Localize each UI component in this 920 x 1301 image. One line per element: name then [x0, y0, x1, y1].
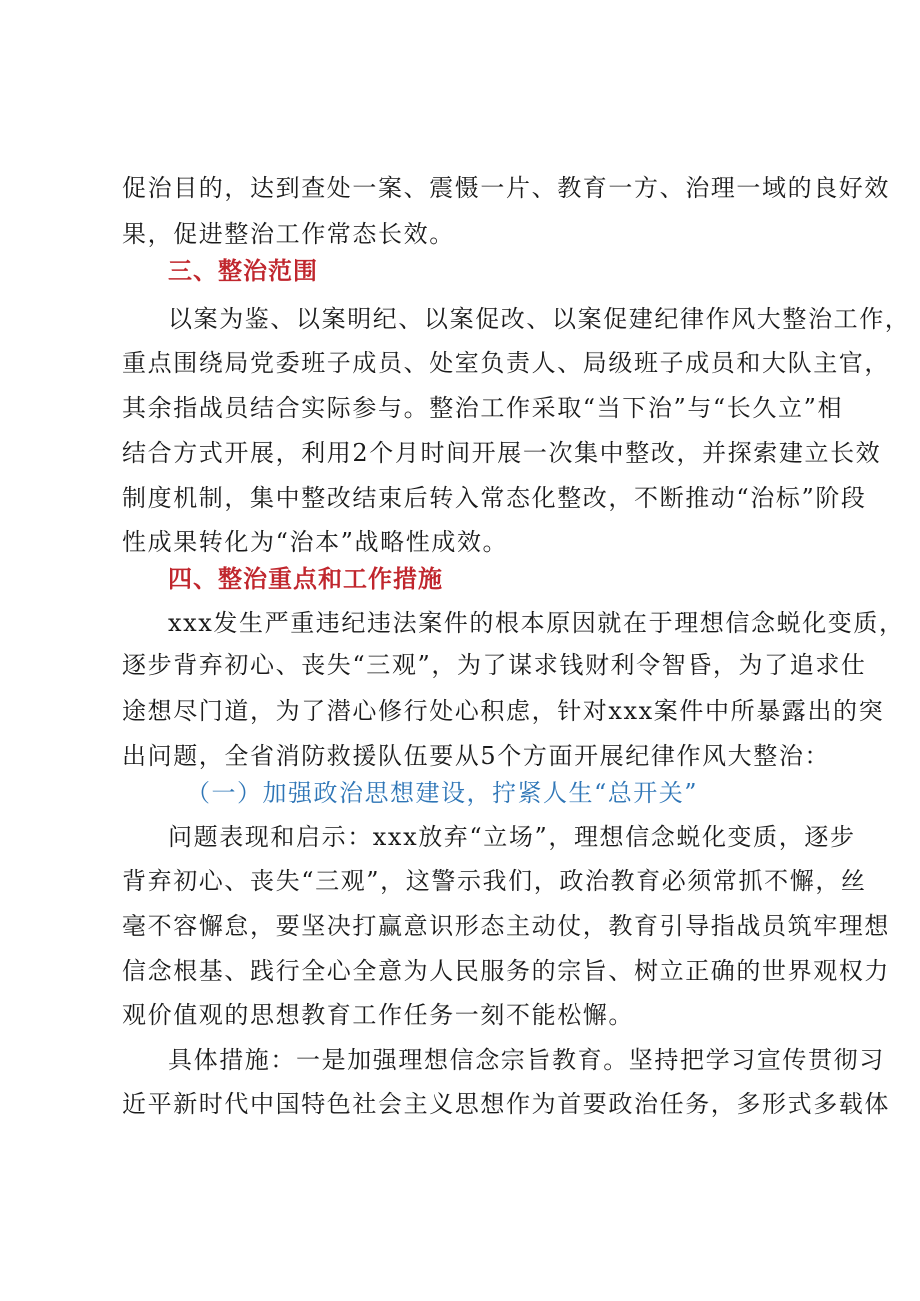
section-3-line-6: 性成果转化为“治本”战略性成效。 [122, 528, 509, 556]
section-4-line-2: 逐步背弃初心、丧失“三观”，为了谋求钱财利令智昏，为了追求仕 [122, 651, 867, 679]
measure-line-1: 具体措施：一是加强理想信念宗旨教育。坚持把学习宣传贯彻习 [168, 1046, 885, 1074]
problem-line-3: 毫不容懈怠，要坚决打赢意识形态主动仗，教育引导指战员筑牢理想 [122, 912, 890, 940]
section-3-line-4: 结合方式开展，利用2个月时间开展一次集中整改，并探索建立长效 [122, 439, 882, 467]
section-3-line-2: 重点围绕局党委班子成员、处室负责人、局级班子成员和大队主官， [122, 349, 890, 377]
section-3-heading: 三、整治范围 [168, 257, 318, 285]
problem-line-5: 观价值观的思想教育工作任务一刻不能松懈。 [122, 1001, 634, 1029]
section-4-line-3: 途想尽门道，为了潜心修行处心积虑，针对xxx案件中所暴露出的突 [122, 697, 885, 725]
section-4-line-1: xxx发生严重违纪违法案件的根本原因就在于理想信念蜕化变质， [168, 609, 905, 637]
intro-line-2: 果，促进整治工作常态长效。 [122, 220, 455, 248]
measure-line-2: 近平新时代中国特色社会主义思想作为首要政治任务，多形式多载体 [122, 1090, 890, 1118]
problem-line-1: 问题表现和启示：xxx放弃“立场”，理想信念蜕化变质，逐步 [168, 823, 856, 851]
section-3-line-3: 其余指战员结合实际参与。整治工作采取“当下治”与“长久立”相 [122, 394, 844, 422]
section-3-line-5: 制度机制，集中整改结束后转入常态化整改，不断推动“治标”阶段 [122, 484, 867, 512]
problem-line-2: 背弃初心、丧失“三观”，这警示我们，政治教育必须常抓不懈，丝 [122, 867, 867, 895]
intro-line-1: 促治目的，达到查处一案、震慑一片、教育一方、治理一域的良好效 [122, 174, 890, 202]
section-4-line-4: 出问题，全省消防救援队伍要从5个方面开展纪律作风大整治： [122, 742, 831, 770]
section-3-line-1: 以案为鉴、以案明纪、以案促改、以案促建纪律作风大整治工作， [168, 305, 911, 333]
section-4-heading: 四、整治重点和工作措施 [168, 565, 443, 593]
problem-line-4: 信念根基、践行全心全意为人民服务的宗旨、树立正确的世界观权力 [122, 957, 890, 985]
subsection-1-heading: （一）加强政治思想建设，拧紧人生“总开关” [186, 779, 699, 807]
